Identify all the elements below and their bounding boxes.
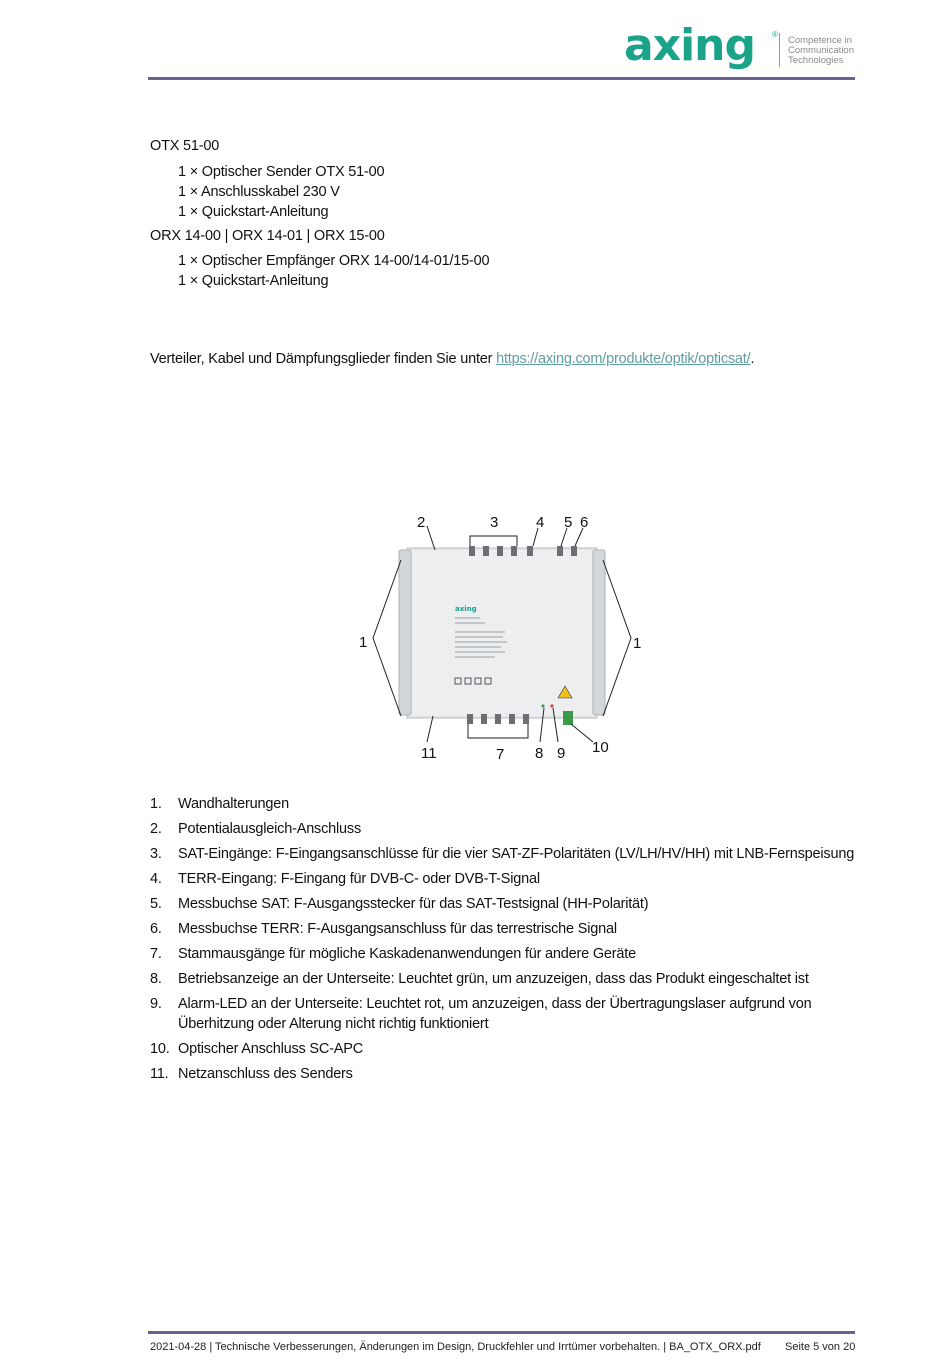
legend-number: 10.: [150, 1041, 170, 1057]
orx-item: 1 × Optischer Empfänger ORX 14-00/14-01/15-00: [178, 253, 490, 269]
otx-item: 1 × Quickstart-Anleitung: [178, 204, 329, 220]
legend-item: Stammausgänge für mögliche Kaskadenanwendungen für andere Geräte: [178, 946, 636, 962]
otx-item: 1 × Anschlusskabel 230 V: [178, 184, 340, 200]
legend-item: Wandhalterungen: [178, 796, 289, 812]
distributor-suffix: .: [750, 351, 755, 367]
callout-10: 10: [592, 739, 609, 756]
otx-item: 1 × Optischer Sender OTX 51-00: [178, 164, 385, 180]
legend-item: Netzanschluss des Senders: [178, 1066, 353, 1082]
orx-item: 1 × Quickstart-Anleitung: [178, 273, 329, 289]
distributor-text: Verteiler, Kabel und Dämpfungsglieder finden Sie unter: [150, 351, 497, 367]
legend-number: 8.: [150, 971, 162, 987]
legend-number: 6.: [150, 921, 162, 937]
callout-1-right: 1: [633, 635, 642, 652]
tagline-line-2: Communication: [788, 45, 854, 56]
footer-info: 2021-04-28 | Technische Verbesserungen, Änderungen im Design, Druckfehler und Irrtümer vorbehalten. | BA_OTX_ORX.pdf: [150, 1341, 761, 1353]
page-number: Seite 5 von 20: [785, 1341, 856, 1353]
callout-5: 5: [564, 514, 573, 531]
tagline-line-3: Technologies: [788, 55, 844, 66]
tagline-line-1: Competence in: [788, 35, 852, 46]
legend-item: SAT-Eingänge: F-Eingangsanschlüsse für die vier SAT-ZF-Polaritäten (LV/LH/HV/HH) mit LNB-Fernspeisung: [178, 846, 855, 862]
callout-11: 11: [421, 745, 437, 762]
callout-1-left: 1: [359, 634, 368, 651]
callout-6: 6: [580, 514, 589, 531]
device-brand: axing: [455, 605, 477, 613]
legend-number: 9.: [150, 996, 162, 1012]
legend-number: 4.: [150, 871, 162, 887]
header-rule: [148, 77, 855, 80]
callout-2: 2: [417, 514, 426, 531]
footer-rule: [148, 1331, 855, 1334]
axing-logo: axing: [624, 20, 755, 71]
legend-number: 2.: [150, 821, 162, 837]
device-figure: [355, 508, 655, 768]
legend-item: Alarm-LED an der Unterseite: Leuchtet rot, um anzuzeigen, dass der Übertragungslaser aufgrund von: [178, 996, 812, 1012]
legend-item: Potentialausgleich-Anschluss: [178, 821, 362, 837]
legend-number: 1.: [150, 796, 162, 812]
optical-connector: [563, 711, 573, 725]
left-bracket: [399, 550, 411, 715]
legend-item: Messbuchse SAT: F-Ausgangsstecker für das SAT-Testsignal (HH-Polarität): [178, 896, 649, 912]
callout-4: 4: [536, 514, 545, 531]
legend-item: Betriebsanzeige an der Unterseite: Leuchtet grün, um anzuzeigen, dass das Produkt eingeschaltet ist: [178, 971, 809, 987]
registered-mark: ®: [772, 30, 778, 39]
legend-item: Optischer Anschluss SC-APC: [178, 1041, 363, 1057]
callout-9: 9: [557, 745, 566, 762]
callout-7: 7: [496, 746, 505, 763]
callout-3: 3: [490, 514, 499, 531]
right-bracket: [593, 550, 605, 715]
opticsat-link[interactable]: https://axing.com/produkte/optik/opticsat/: [496, 351, 751, 367]
power-led: [541, 704, 544, 707]
callout-8: 8: [535, 745, 544, 762]
legend-number: 11.: [150, 1066, 169, 1082]
legend-number: 7.: [150, 946, 162, 962]
distributor-paragraph: [150, 349, 754, 369]
legend-item: Messbuchse TERR: F-Ausgangsanschluss für das terrestrische Signal: [178, 921, 617, 937]
orx-title: ORX 14-00 | ORX 14-01 | ORX 15-00: [150, 228, 385, 244]
otx-title: OTX 51-00: [150, 138, 220, 154]
legend-number: 5.: [150, 896, 162, 912]
legend-item: TERR-Eingang: F-Eingang für DVB-C- oder DVB-T-Signal: [178, 871, 540, 887]
legend-number: 3.: [150, 846, 162, 862]
logo-separator: [779, 33, 780, 67]
alarm-led: [550, 704, 553, 707]
legend-item-continuation: Überhitzung oder Alterung nicht richtig funktioniert: [178, 1016, 489, 1032]
